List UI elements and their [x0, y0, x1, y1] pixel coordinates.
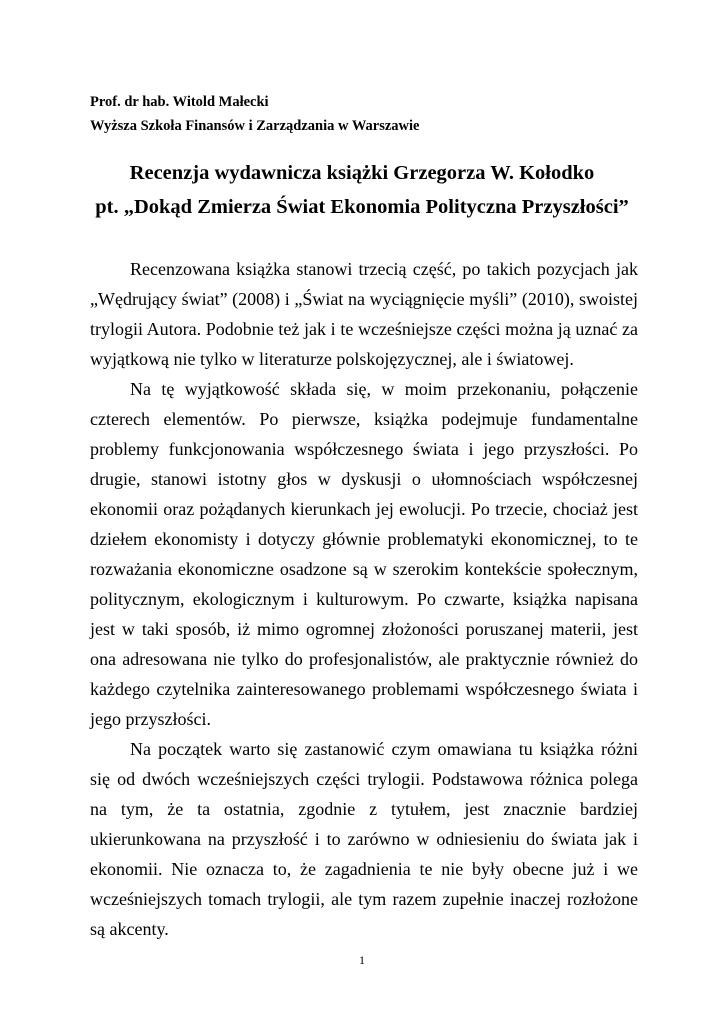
title-line-1: Recenzja wydawnicza książki Grzegorza W. Kołodko [129, 162, 595, 184]
document-title [60, 156, 664, 224]
title-line-2: pt. „Dokąd Zmierza Świat Ekonomia Polityczna Przyszłości” [95, 196, 629, 218]
paragraph-3: Na początek warto się zastanowić czym omawiana tu książka różni się od dwóch wcześniejszych części trylogii. Podstawowa różnica polega na tym, że ta ostatnia, zgodnie z tytułem, jest znacznie bardziej ukierunkowana na przyszłość i to zarówno w odniesieniu do świata jak i ekonomii. Nie oznacza to, że zagadnienia te nie były obecne już i we wcześniejszych tomach trylogii, ale tym razem zupełnie inaczej rozłożone są akcenty. [90, 739, 638, 939]
paragraph-2: Na tę wyjątkowość składa się, w moim przekonaniu, połączenie czterech elementów. Po pierwsze, książka podejmuje fundamentalne problemy funkcjonowania współczesnego świata i jego przyszłości. Po drugie, stanowi istotny głos w dyskusji o ułomnościach współczesnej ekonomii oraz pożądanych kierunkach jej ewolucji. Po trzecie, chociaż jest dziełem ekonomisty i dotyczy głównie problematyki ekonomicznej, to te rozważania ekonomiczne osadzone są w szerokim kontekście społecznym, politycznym, ekologicznym i kulturowym. Po czwarte, książka napisana jest w taki sposób, iż mimo ogromnej złożoności poruszanej materii, jest ona adresowana nie tylko do profesjonalistów, ale praktycznie również do każdego czytelnika zainteresowanego problemami współczesnego świata i jego przyszłości. [90, 379, 638, 729]
author-name: Prof. dr hab. Witold Małecki [90, 94, 269, 110]
page-number: 1 [359, 953, 365, 967]
author-block [90, 90, 419, 138]
author-affiliation: Wyższa Szkoła Finansów i Zarządzania w Warszawie [90, 118, 420, 134]
paragraph-1: Recenzowana książka stanowi trzecią część, po takich pozycjach jak „Wędrujący świat” (2008) i „Świat na wyciągnięcie myśli” (2010), swoistej trylogii Autora. Podobnie też jak i te wcześniejsze części można ją uznać za wyjątkową nie tylko w literaturze polskojęzycznej, ale i światowej. [90, 259, 638, 369]
document-body [90, 254, 638, 944]
